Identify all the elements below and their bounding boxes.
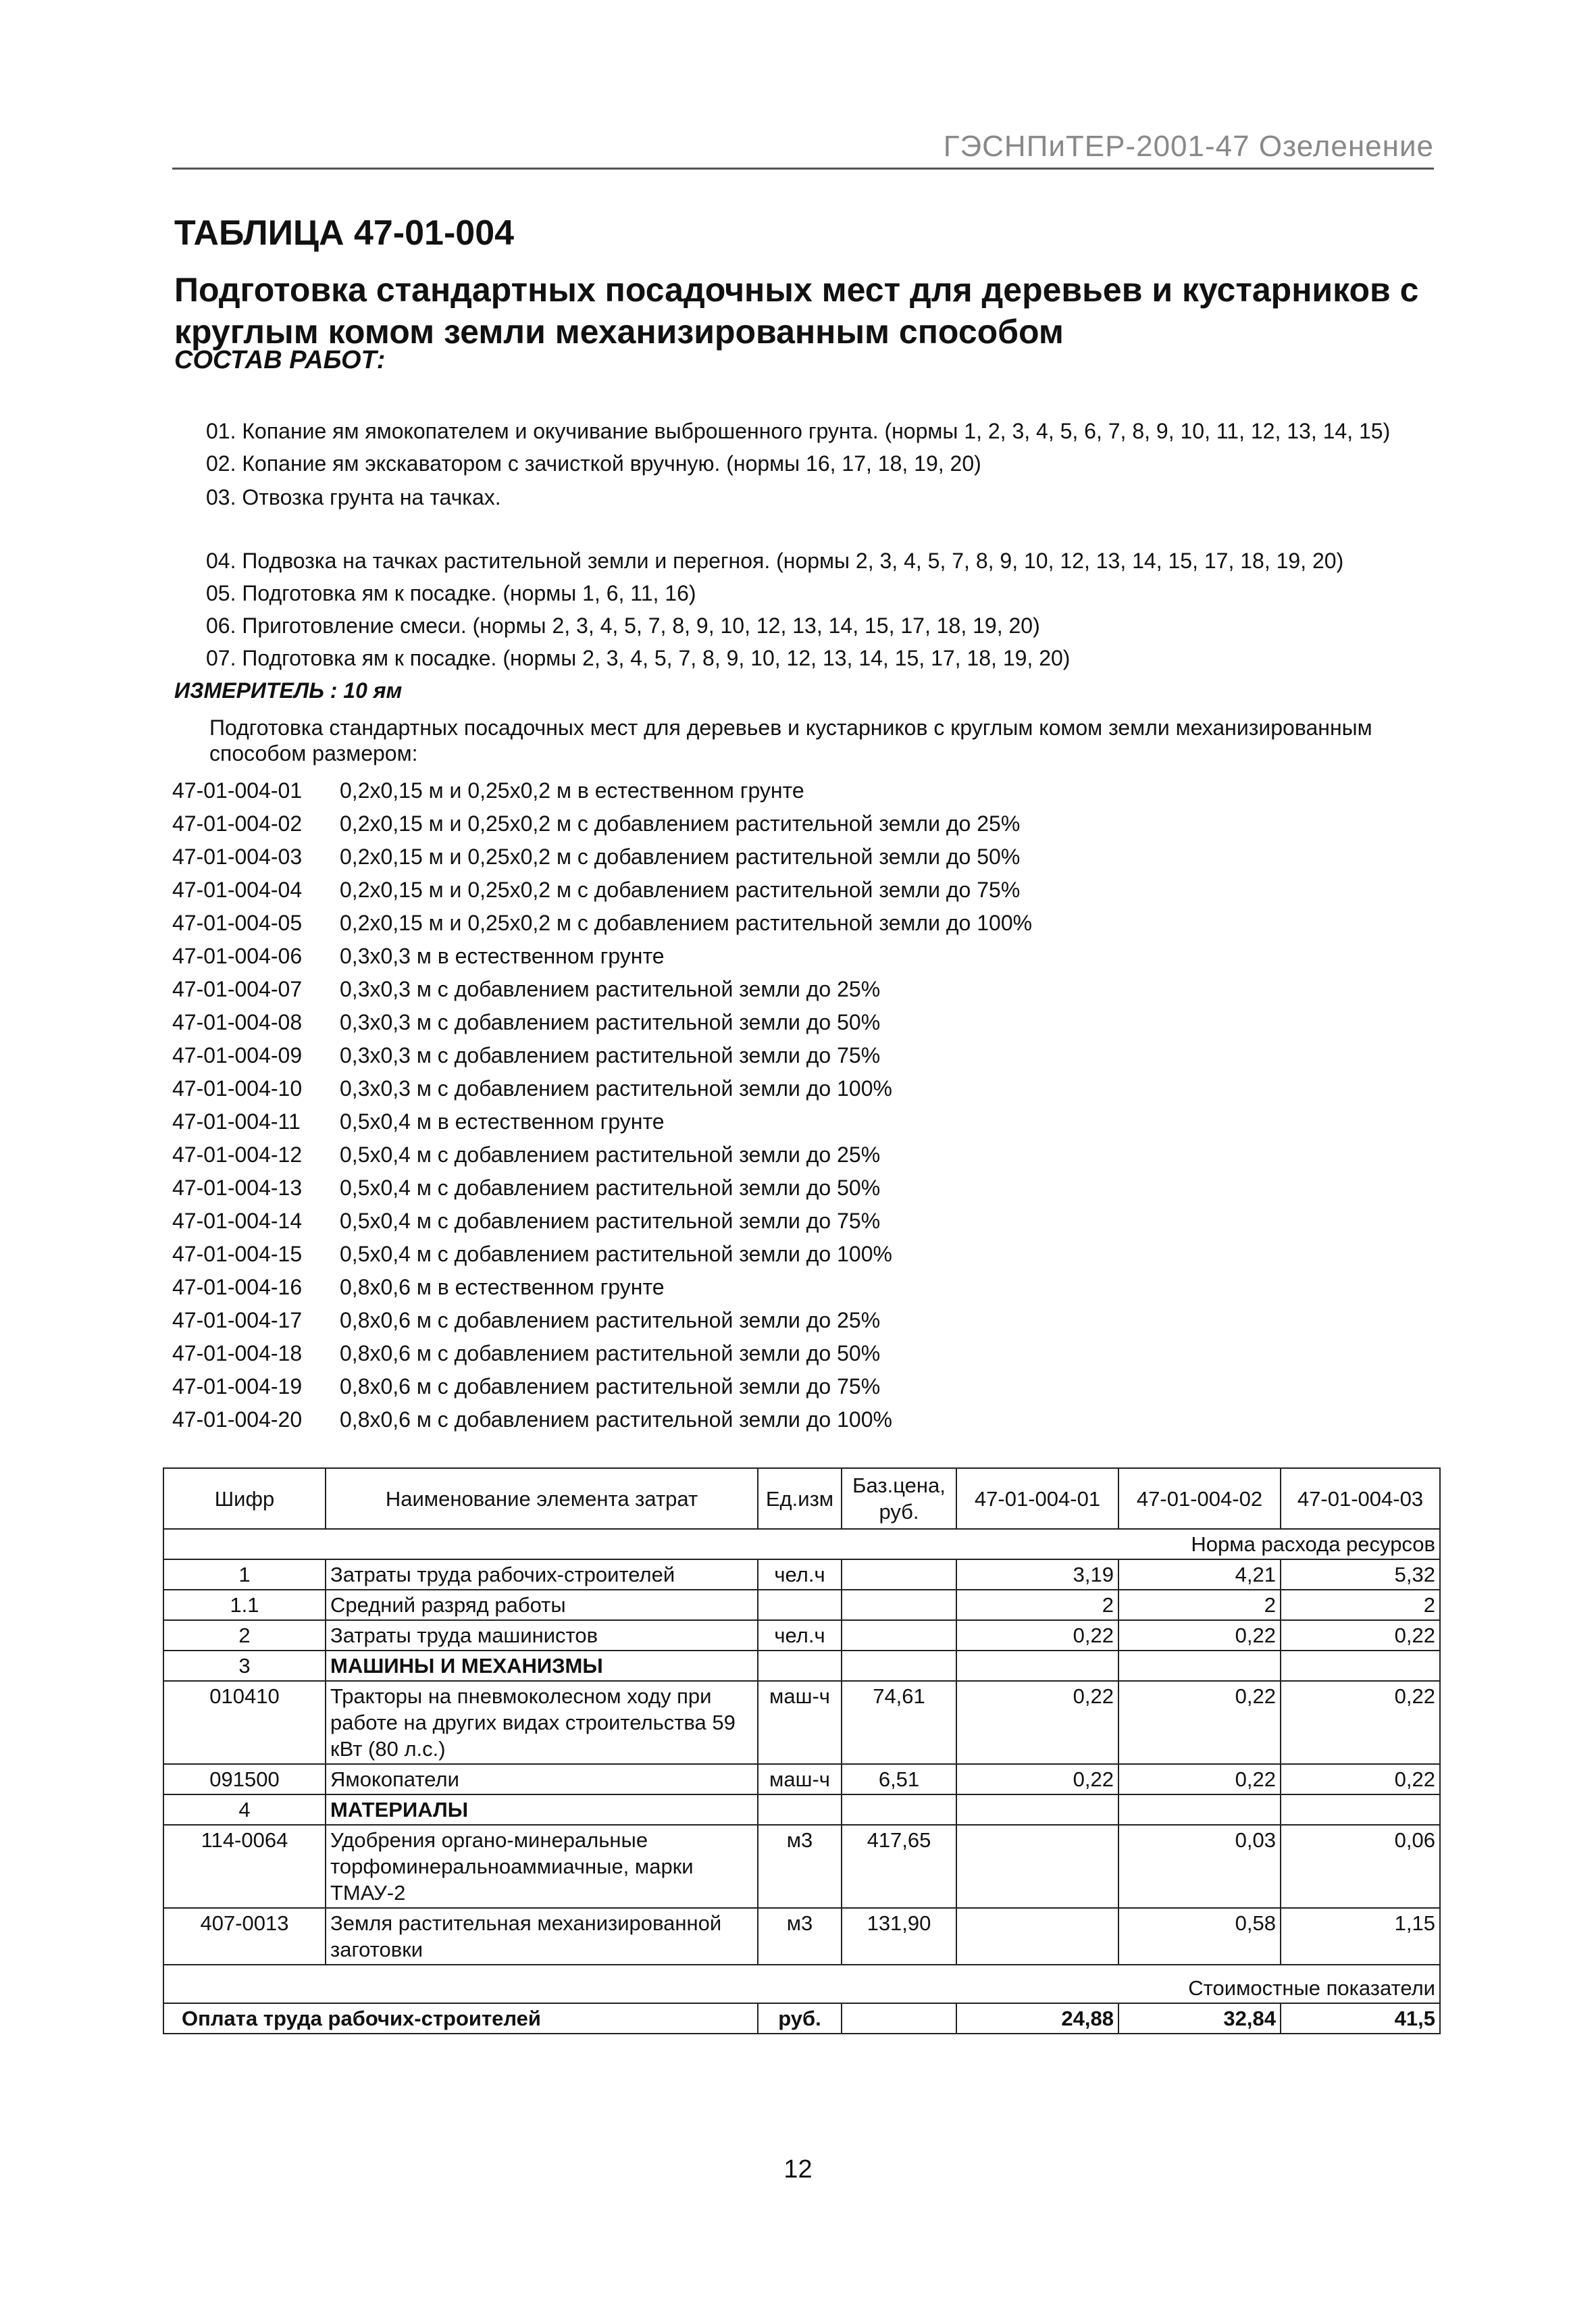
code-row [172, 1010, 880, 1035]
cell-name: Затраты труда машинистов [326, 1620, 758, 1651]
izmeritel: ИЗМЕРИТЕЛЬ : 10 ям [174, 678, 403, 703]
code-text: 0,8х0,6 м с добавлением растительной земли до 25% [340, 1308, 881, 1332]
code-text: 0,3х0,3 м с добавлением растительной земли до 25% [340, 977, 881, 1001]
header-cell: Ед.изм [758, 1468, 842, 1529]
code: 47-01-004-10 [172, 1076, 303, 1101]
code-text: 0,8х0,6 м в естественном грунте [340, 1275, 665, 1299]
cell-price [842, 1620, 956, 1651]
code: 47-01-004-16 [172, 1275, 303, 1299]
resource-table [163, 1467, 1441, 2034]
cell-v2: 4,21 [1118, 1559, 1281, 1590]
running-header [172, 115, 1434, 170]
cell-v1: 2 [956, 1590, 1118, 1620]
cell-name: МАТЕРИАЛЫ [326, 1794, 758, 1825]
code: 47-01-004-14 [172, 1209, 303, 1233]
cell-v1: 0,22 [956, 1681, 1118, 1764]
cell-v2: 2 [1118, 1590, 1281, 1620]
total-unit: руб. [758, 2003, 842, 2034]
work-item: 04. Подвозка на тачках растительной земли и перегноя. (нормы 2, 3, 4, 5, 7, 8, 9, 10, 12, 13, 14, 15, 17, 18, 19, 20) [206, 549, 1344, 573]
table-row [163, 1764, 1440, 1794]
code: 47-01-004-03 [172, 845, 303, 869]
cell-unit: маш-ч [758, 1681, 842, 1764]
cell-v2: 0,22 [1118, 1764, 1281, 1794]
code: 47-01-004-20 [172, 1407, 303, 1432]
cell-price [842, 1590, 956, 1620]
code-row [172, 1209, 880, 1234]
code-text: 0,3х0,3 м с добавлением растительной земли до 100% [340, 1076, 892, 1101]
header-cell: Шифр [163, 1468, 326, 1529]
code: 47-01-004-09 [172, 1043, 303, 1067]
code-row [172, 1341, 880, 1366]
cell-v1 [956, 1825, 1118, 1908]
cell-v2: 0,03 [1118, 1825, 1281, 1908]
cell-v2 [1118, 1794, 1281, 1825]
code: 47-01-004-13 [172, 1176, 303, 1200]
norma-row [163, 1529, 1440, 1559]
code-text: 0,2х0,15 м и 0,25х0,2 м в естественном грунте [340, 778, 804, 803]
work-item: 05. Подготовка ям к посадке. (нормы 1, 6, 11, 16) [206, 581, 696, 605]
code-row [172, 977, 880, 1002]
header-cell: 47-01-004-01 [956, 1468, 1118, 1529]
cell-v1 [956, 1651, 1118, 1681]
description: Подготовка стандартных посадочных мест для деревьев и кустарников с круглым комом земли механизированным способом размером: [209, 715, 1372, 765]
header-cell: 47-01-004-03 [1281, 1468, 1440, 1529]
work-item: 02. Копание ям экскаватором с зачисткой вручную. (нормы 16, 17, 18, 19, 20) [206, 451, 981, 476]
cell-price [842, 1651, 956, 1681]
cell-v3: 0,06 [1281, 1825, 1440, 1908]
code-text: 0,8х0,6 м с добавлением растительной земли до 100% [340, 1407, 892, 1432]
table-row [163, 1681, 1440, 1764]
cell-code: 4 [163, 1794, 326, 1825]
total-v2: 32,84 [1118, 2003, 1281, 2034]
header-cell: 47-01-004-02 [1118, 1468, 1281, 1529]
total-row [163, 2003, 1440, 2034]
cell-v3 [1281, 1651, 1440, 1681]
code: 47-01-004-12 [172, 1142, 303, 1167]
cell-name: Тракторы на пневмоколесном ходу при работе на других видах строительства 59 кВт (80 л.с.) [326, 1681, 758, 1764]
cell-code: 114-0064 [163, 1825, 326, 1908]
total-v3: 41,5 [1281, 2003, 1440, 2034]
norma-label: Норма расхода ресурсов [163, 1529, 1440, 1559]
code-text: 0,5х0,4 м с добавлением растительной земли до 25% [340, 1142, 881, 1167]
page-number: 12 [783, 2155, 813, 2184]
code-row [172, 1275, 665, 1300]
cell-price: 131,90 [842, 1908, 956, 1965]
cell-v2 [1118, 1651, 1281, 1681]
code: 47-01-004-19 [172, 1374, 303, 1399]
table-header-row [163, 1468, 1440, 1529]
cell-name: Затраты труда рабочих-строителей [326, 1559, 758, 1590]
work-item: 01. Копание ям ямокопателем и окучивание выброшенного грунта. (нормы 1, 2, 3, 4, 5, 6, 7, 8, 9, 10, 11, 12, 13, 14, 15) [206, 419, 1391, 443]
code: 47-01-004-04 [172, 878, 303, 902]
table-row [163, 1651, 1440, 1681]
table-row [163, 1559, 1440, 1590]
cell-v3: 0,22 [1281, 1620, 1440, 1651]
cell-unit [758, 1794, 842, 1825]
cell-v1: 0,22 [956, 1620, 1118, 1651]
code: 47-01-004-02 [172, 811, 303, 836]
cell-unit [758, 1651, 842, 1681]
code-text: 0,5х0,4 м в естественном грунте [340, 1109, 665, 1134]
code: 47-01-004-08 [172, 1010, 303, 1034]
table-row [163, 1825, 1440, 1908]
code-row [172, 1176, 880, 1201]
cell-name: Средний разряд работы [326, 1590, 758, 1620]
table-row [163, 1794, 1440, 1825]
code-row [172, 811, 1020, 836]
table-row [163, 1620, 1440, 1651]
code-row [172, 911, 1032, 936]
cell-price: 74,61 [842, 1681, 956, 1764]
work-item: 06. Приготовление смеси. (нормы 2, 3, 4, 5, 7, 8, 9, 10, 12, 13, 14, 15, 17, 18, 19, 20) [206, 613, 1040, 638]
work-item: 07. Подготовка ям к посадке. (нормы 2, 3, 4, 5, 7, 8, 9, 10, 12, 13, 14, 15, 17, 18, 19, 20) [206, 646, 1071, 670]
cell-code: 1 [163, 1559, 326, 1590]
table-row [163, 1908, 1440, 1965]
cell-v3: 5,32 [1281, 1559, 1440, 1590]
code-row [172, 1374, 880, 1399]
code: 47-01-004-05 [172, 911, 303, 935]
code-text: 0,2х0,15 м и 0,25х0,2 м с добавлением растительной земли до 75% [340, 878, 1021, 902]
cell-code: 091500 [163, 1764, 326, 1794]
cell-price [842, 1559, 956, 1590]
cell-price: 417,65 [842, 1825, 956, 1908]
cell-v3: 1,15 [1281, 1908, 1440, 1965]
cell-name: Ямокопатели [326, 1764, 758, 1794]
running-header-text: ГЭСНПиТЕР-2001-47 Озеленение [943, 130, 1434, 163]
code-row [172, 1043, 880, 1068]
code-text: 0,3х0,3 м в естественном грунте [340, 944, 665, 968]
total-price [842, 2003, 956, 2034]
cost-row [163, 1965, 1440, 2003]
cell-v2: 0,22 [1118, 1620, 1281, 1651]
cell-unit: чел.ч [758, 1559, 842, 1590]
total-name: Оплата труда рабочих-строителей [163, 2003, 758, 2034]
code-text: 0,2х0,15 м и 0,25х0,2 м с добавлением растительной земли до 25% [340, 811, 1021, 836]
cell-v3: 0,22 [1281, 1764, 1440, 1794]
code-row [172, 778, 804, 803]
code-text: 0,5х0,4 м с добавлением растительной земли до 75% [340, 1209, 881, 1233]
code-text: 0,2х0,15 м и 0,25х0,2 м с добавлением растительной земли до 50% [340, 845, 1021, 869]
header-cell: Баз.цена, руб. [842, 1468, 956, 1529]
cell-price [842, 1794, 956, 1825]
work-item: 03. Отвозка грунта на тачках. [206, 485, 501, 509]
code: 47-01-004-07 [172, 977, 303, 1001]
header-cell: Наименование элемента затрат [326, 1468, 758, 1529]
code-row [172, 1109, 665, 1134]
cell-v2: 0,58 [1118, 1908, 1281, 1965]
cell-name: Удобрения органо-минеральные торфоминеральноаммиачные, марки ТМАУ-2 [326, 1825, 758, 1908]
cell-price: 6,51 [842, 1764, 956, 1794]
cell-unit: чел.ч [758, 1620, 842, 1651]
code-text: 0,8х0,6 м с добавлением растительной земли до 50% [340, 1341, 881, 1365]
cell-v1: 3,19 [956, 1559, 1118, 1590]
cell-name: Земля растительная механизированной заготовки [326, 1908, 758, 1965]
code-text: 0,3х0,3 м с добавлением растительной земли до 50% [340, 1010, 881, 1034]
code-text: 0,5х0,4 м с добавлением растительной земли до 100% [340, 1242, 892, 1266]
cell-v1 [956, 1908, 1118, 1965]
cost-label: Стоимостные показатели [163, 1965, 1440, 2003]
cell-v2: 0,22 [1118, 1681, 1281, 1764]
cell-code: 3 [163, 1651, 326, 1681]
code: 47-01-004-01 [172, 778, 303, 803]
table-subtitle: Подготовка стандартных посадочных мест для деревьев и кустарников с круглым комом земли механизированным способом [174, 271, 1419, 351]
code: 47-01-004-15 [172, 1242, 303, 1266]
cell-v3: 2 [1281, 1590, 1440, 1620]
cell-code: 010410 [163, 1681, 326, 1764]
code-text: 0,8х0,6 м с добавлением растительной земли до 75% [340, 1374, 881, 1399]
cell-v3: 0,22 [1281, 1681, 1440, 1764]
table-title: ТАБЛИЦА 47-01-004 [174, 213, 515, 253]
code-row [172, 845, 1020, 870]
code-row [172, 1242, 892, 1267]
code-row [172, 1308, 880, 1333]
code-text: 0,5х0,4 м с добавлением растительной земли до 50% [340, 1176, 881, 1200]
table-row [163, 1590, 1440, 1620]
code-text: 0,3х0,3 м с добавлением растительной земли до 75% [340, 1043, 881, 1067]
code-text: 0,2х0,15 м и 0,25х0,2 м с добавлением растительной земли до 100% [340, 911, 1033, 935]
cell-code: 2 [163, 1620, 326, 1651]
cell-unit: маш-ч [758, 1764, 842, 1794]
code: 47-01-004-17 [172, 1308, 303, 1332]
code-row [172, 944, 665, 969]
total-v1: 24,88 [956, 2003, 1118, 2034]
cell-unit: м3 [758, 1908, 842, 1965]
cell-v1 [956, 1794, 1118, 1825]
cell-name: МАШИНЫ И МЕХАНИЗМЫ [326, 1651, 758, 1681]
cell-v1: 0,22 [956, 1764, 1118, 1794]
sostav-label: СОСТАВ РАБОТ: [174, 346, 386, 374]
code: 47-01-004-06 [172, 944, 303, 968]
cell-v3 [1281, 1794, 1440, 1825]
code: 47-01-004-11 [172, 1109, 301, 1134]
cell-code: 1.1 [163, 1590, 326, 1620]
code: 47-01-004-18 [172, 1341, 303, 1365]
code-row [172, 878, 1020, 903]
code-row [172, 1076, 892, 1101]
cell-unit [758, 1590, 842, 1620]
code-row [172, 1407, 892, 1432]
cell-code: 407-0013 [163, 1908, 326, 1965]
cell-unit: м3 [758, 1825, 842, 1908]
code-row [172, 1142, 880, 1167]
